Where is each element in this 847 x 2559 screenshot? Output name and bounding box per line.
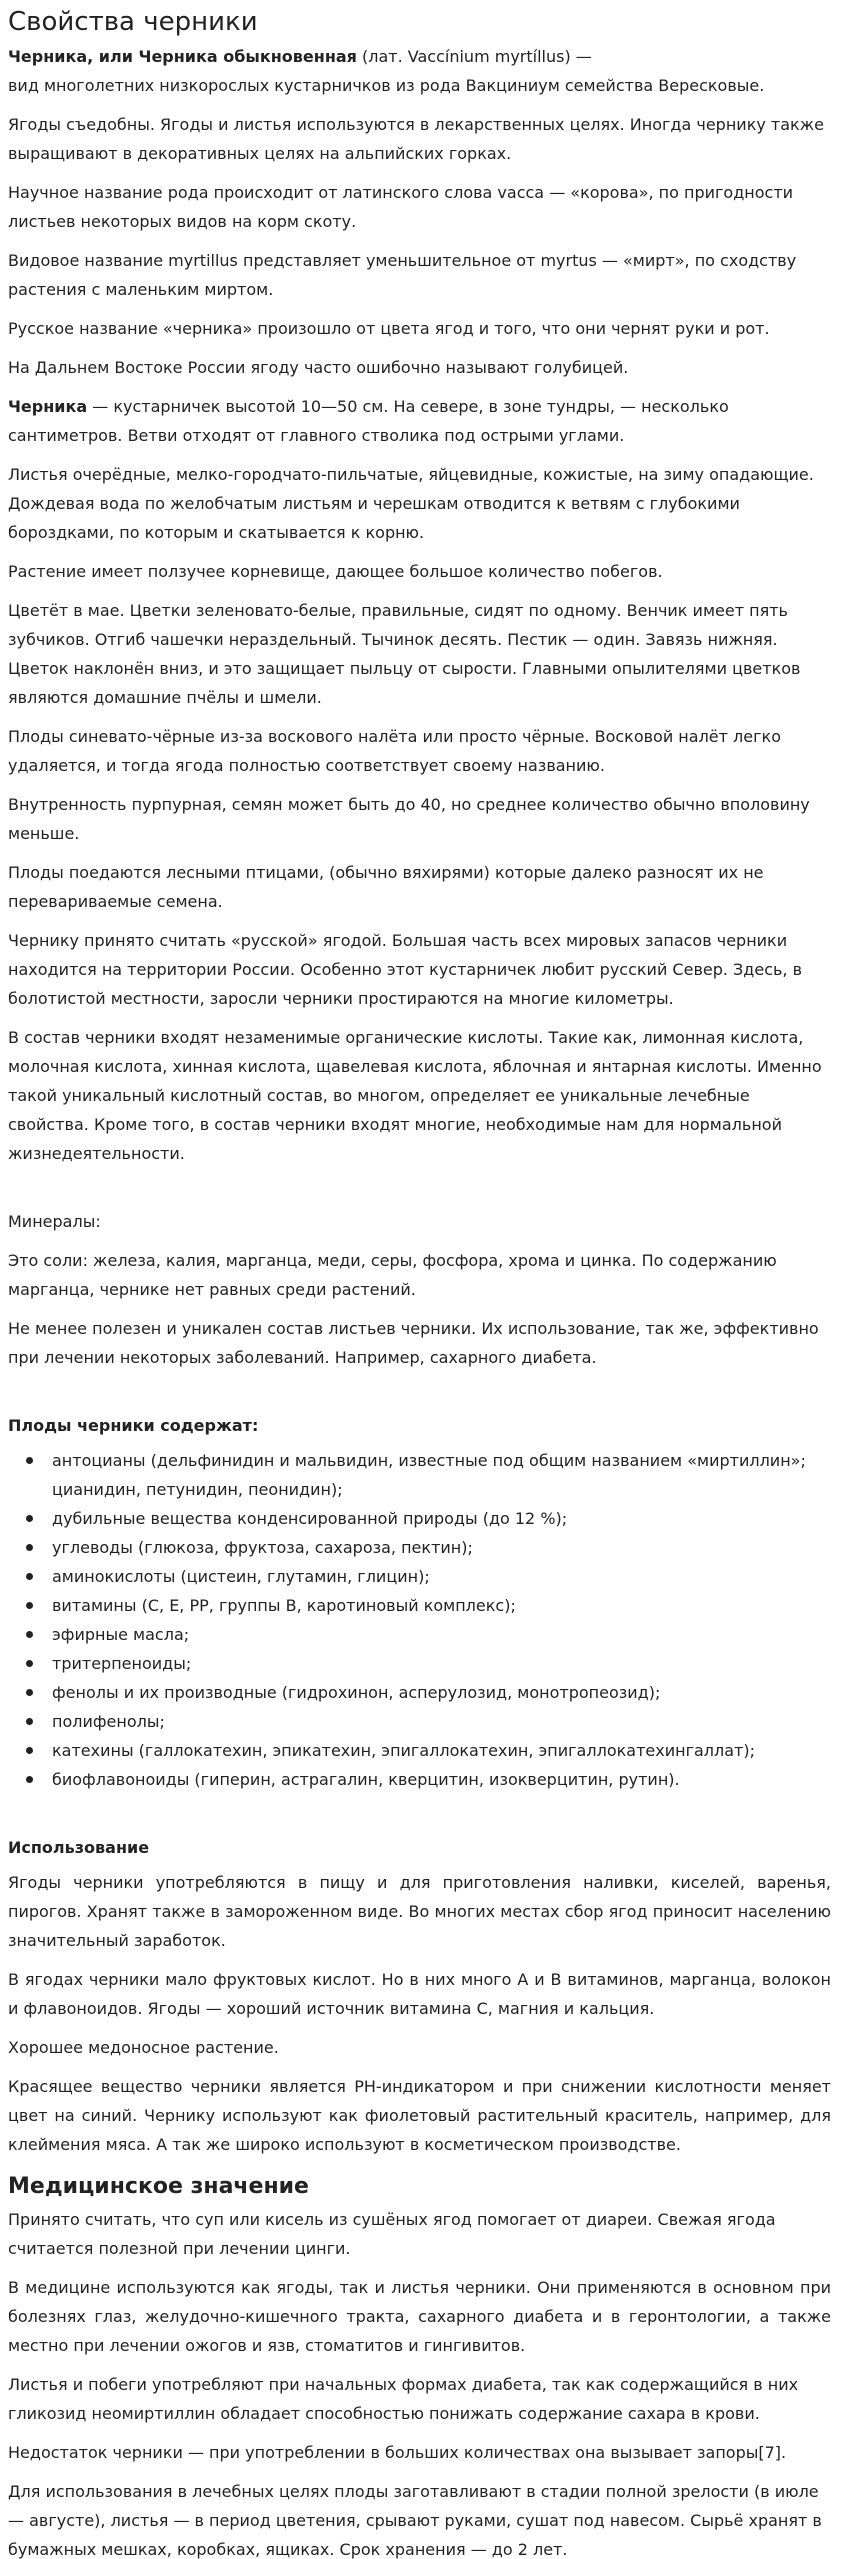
description-bold: Черника	[8, 397, 88, 416]
paragraph-usage-vitamins: В ягодах черники мало фруктовых кислот. Но в них много А и В витаминов, марганца, волокон и флавоноидов. Ягоды — хороший источник витамина С, магния и кальция.	[8, 1970, 831, 2018]
paragraph-edible: Ягоды съедобны. Ягоды и листья используются в лекарственных целях. Иногда чернику также выращивают в декоративных целях на альпийских горках.	[8, 115, 824, 163]
paragraph-fruits: Плоды синевато-чёрные из-за воскового налёта или просто чёрные. Восковой налёт легко удаляется, и тогда ягода полностью соответствует своему названию.	[8, 727, 781, 775]
paragraph-species-name: Видовое название myrtillus представляет уменьшительное от myrtus — «мирт», по сходству растения с маленьким миртом.	[8, 251, 797, 299]
intro-paragraph	[8, 42, 831, 100]
paragraph-russian-berry: Чернику принято считать «русской» ягодой. Большая часть всех мировых запасов черники находится на территории России. Особенно этот кустарничек любит русский Север. Здесь, в болотистой местности, заросли черники простираются на многие километры.	[8, 931, 803, 1008]
list-item: антоцианы (дельфинидин и мальвидин, известные под общим названием «миртиллин»; цианидин, петунидин, пеонидин);	[48, 1446, 831, 1504]
list-item: дубильные вещества конденсированной природы (до 12 %);	[48, 1504, 831, 1533]
paragraph-medical-uses: В медицине используются как ягоды, так и листья черники. Они применяются в основном при болезнях глаз, желудочно-кишечного тракта, сахарного диабета и в геронтологии, а также местно при лечении ожогов и язв, стоматитов и гингивитов.	[8, 2278, 831, 2355]
intro-rest: вид многолетних низкорослых кустарничков из рода Вакциниум семейства Вересковые.	[8, 76, 765, 95]
page-title: Свойства черники	[8, 7, 258, 37]
paragraph-usage-honey: Хорошее медоносное растение.	[8, 2038, 279, 2057]
list-item: углеводы (глюкоза, фруктоза, сахароза, пектин);	[48, 1533, 831, 1562]
paragraph-medical-diabetes: Листья и побеги употребляют при начальных формах диабета, так как содержащийся в них гликозид неомиртиллин обладает способностью понижать содержание сахара в крови.	[8, 2375, 799, 2423]
paragraph-far-east: На Дальнем Востоке России ягоду часто ошибочно называют голубицей.	[8, 358, 629, 377]
paragraph-medical-diarrhea: Принято считать, что суп или кисель из сушёных ягод помогает от диареи. Свежая ягода считается полезной при лечении цинги.	[8, 2210, 776, 2258]
list-item: тритерпеноиды;	[48, 1649, 831, 1678]
paragraph-description	[8, 392, 831, 450]
paragraph-medical-harvest: Для использования в лечебных целях плоды заготавливают в стадии полной зрелости (в июле — августе), листья — в период цветения, срывают руками, сушат под навесом. Сырьё хранят в бумажных мешках, коробках, ящиках. Срок хранения — до 2 лет.	[8, 2482, 822, 2559]
spacer	[8, 1382, 831, 1411]
paragraph-flowers: Цветёт в мае. Цветки зеленовато-белые, правильные, сидят по одному. Венчик имеет пять зубчиков. Отгиб чашечки нераздельный. Тычинок десять. Пестик — один. Завязь нижняя. Цветок наклонён вниз, и это защищает пыльцу от сырости. Главными опылителями цветков являются домашние пчёлы и шмели.	[8, 601, 801, 707]
list-item: полифенолы;	[48, 1707, 831, 1736]
paragraph-rhizome: Растение имеет ползучее корневище, дающее большое количество побегов.	[8, 562, 663, 581]
paragraph-russian-name: Русское название «черника» произошло от цвета ягод и того, что они чернят руки и рот.	[8, 319, 770, 338]
list-item: фенолы и их производные (гидрохинон, асперулозид, монотропеозид);	[48, 1678, 831, 1707]
list-item: витамины (С, Е, РР, группы В, каротиновый комплекс);	[48, 1591, 831, 1620]
list-item: аминокислоты (цистеин, глутамин, глицин);	[48, 1562, 831, 1591]
medical-heading: Медицинское значение	[8, 2174, 309, 2199]
fruits-heading: Плоды черники содержат:	[8, 1416, 259, 1435]
description-rest: — кустарничек высотой 10—50 см. На севере, в зоне тундры, — несколько сантиметров. Ветви отходят от главного стволика под острыми углами.	[8, 397, 729, 445]
intro-bold: Черника, или Черника обыкновенная	[8, 47, 357, 66]
usage-heading: Использование	[8, 1838, 150, 1857]
paragraph-acids: В состав черники входят незаменимые органические кислоты. Такие как, лимонная кислота, молочная кислота, хинная кислота, щавелевая кислота, яблочная и янтарная кислоты. Именно такой уникальный кислотный состав, во многом, определяет ее уникальные лечебные свойства. Кроме того, в состав черники входят многие, необходимые нам для нормальной жизнедеятельности.	[8, 1028, 822, 1163]
spacer	[8, 1178, 831, 1207]
spacer	[8, 1804, 831, 1833]
paragraph-medical-drawback: Недостаток черники — при употреблении в больших количествах она вызывает запоры[7].	[8, 2443, 787, 2462]
paragraph-leaves-note: Не менее полезен и уникален состав листьев черники. Их использование, так же, эффективно при лечении некоторых заболеваний. Например, сахарного диабета.	[8, 1319, 819, 1367]
minerals-label: Минералы:	[8, 1212, 101, 1231]
paragraph-genus-name: Научное название рода происходит от латинского слова vacca — «корова», по пригодности листьев некоторых видов на корм скоту.	[8, 183, 794, 231]
paragraph-minerals: Это соли: железа, калия, марганца, меди, серы, фосфора, хрома и цинка. По содержанию марганца, чернике нет равных среди растений.	[8, 1251, 777, 1299]
list-item: биофлавоноиды (гиперин, астрагалин, кверцитин, изокверцитин, рутин).	[48, 1765, 831, 1794]
paragraph-birds: Плоды поедаются лесными птицами, (обычно вяхирями) которые далеко разносят их не перевариваемые семена.	[8, 863, 764, 911]
paragraph-usage-dye: Красящее вещество черники является PH-индикатором и при снижении кислотности меняет цвет на синий. Чернику используют как фиолетовый растительный краситель, например, для клеймения мяса. А так же широко используют в косметическом производстве.	[8, 2077, 831, 2154]
intro-latin: (лат. Vaccínium myrtíllus) —	[356, 47, 592, 66]
list-item: катехины (галлокатехин, эпикатехин, эпигаллокатехин, эпигаллокатехингаллат);	[48, 1736, 831, 1765]
paragraph-usage-food: Ягоды черники употребляются в пищу и для приготовления наливки, киселей, варенья, пирогов. Хранят также в замороженном виде. Во многих местах сбор ягод приносит населению значительный заработок.	[8, 1873, 831, 1950]
paragraph-leaves: Листья очерёдные, мелко-городчато-пильчатые, яйцевидные, кожистые, на зиму опадающие. Дождевая вода по желобчатым листьям и черешкам отводится к ветвям с глубокими бороздками, по которым и скатывается к корню.	[8, 465, 814, 542]
fruits-list	[8, 1446, 831, 1794]
list-item: эфирные масла;	[48, 1620, 831, 1649]
paragraph-inside: Внутренность пурпурная, семян может быть до 40, но среднее количество обычно вполовину меньше.	[8, 795, 810, 843]
